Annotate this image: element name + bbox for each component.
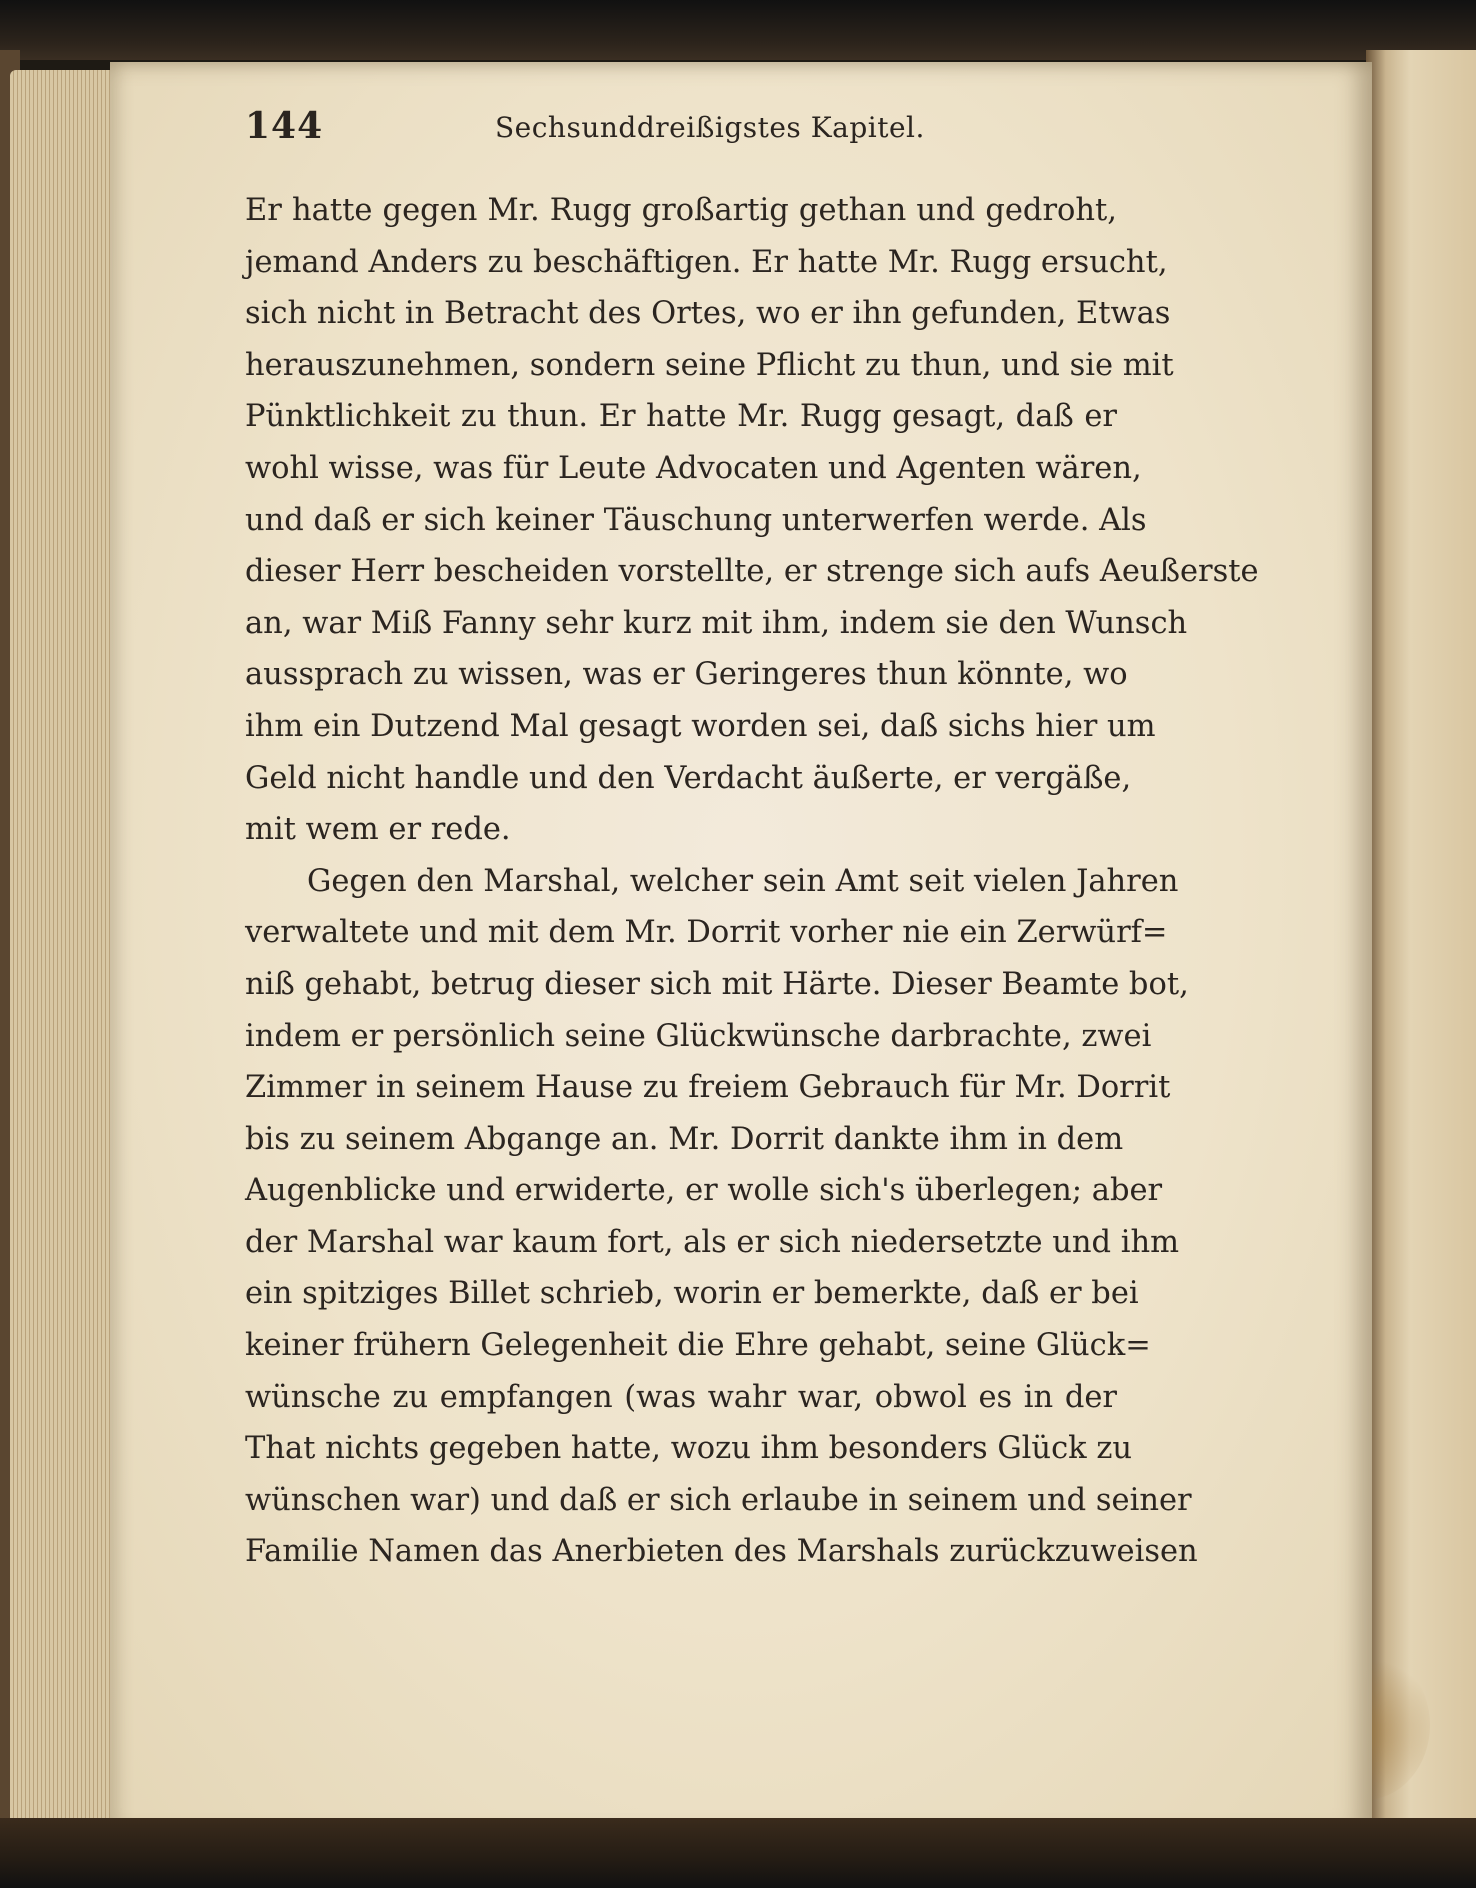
text-line: sich nicht in Betracht des Ortes, wo er ihn gefunden, Etwas: [245, 296, 1171, 332]
book-cover-bottom-edge: [0, 1818, 1476, 1888]
text-line: aussprach zu wissen, was er Geringeres thun könnte, wo: [245, 657, 1128, 693]
text-line: wünschen war) und daß er sich erlaube in seinem und seiner: [245, 1482, 1192, 1518]
paragraph: [245, 185, 1259, 856]
paragraph: [245, 856, 1198, 1578]
text-line: und daß er sich keiner Täuschung unterwerfen werde. Als: [245, 502, 1147, 538]
stacked-page-edges: [10, 70, 110, 1840]
text-line: jemand Anders zu beschäftigen. Er hatte Mr. Rugg ersucht,: [245, 244, 1168, 280]
text-line: bis zu seinem Abgange an. Mr. Dorrit dankte ihm in dem: [245, 1121, 1124, 1157]
running-head: Sechsunddreißigstes Kapitel.: [495, 111, 925, 144]
text-line: Augenblicke und erwiderte, er wolle sich's überlegen; aber: [245, 1173, 1163, 1209]
book-cover-top-edge: [0, 0, 1476, 60]
text-line: ein spitziges Billet schrieb, worin er bemerkte, daß er bei: [245, 1276, 1139, 1312]
text-line: wünsche zu empfangen (was wahr war, obwol es in der: [245, 1379, 1117, 1415]
text-line: ihm ein Dutzend Mal gesagt worden sei, daß sichs hier um: [245, 708, 1156, 744]
text-line: an, war Miß Fanny sehr kurz mit ihm, indem sie den Wunsch: [245, 605, 1188, 641]
text-line: verwaltete und mit dem Mr. Dorrit vorher nie ein Zerwürf=: [245, 915, 1168, 951]
text-line: dieser Herr bescheiden vorstellte, er strenge sich aufs Aeußerste: [245, 554, 1259, 590]
text-line: herauszunehmen, sondern seine Pflicht zu thun, und sie mit: [245, 347, 1174, 383]
page-number: 144: [245, 105, 324, 147]
text-line: keiner frühern Gelegenheit die Ehre gehabt, seine Glück=: [245, 1328, 1151, 1364]
book-binding-right: [1366, 50, 1476, 1840]
text-line: Zimmer in seinem Hause zu freiem Gebrauch für Mr. Dorrit: [245, 1070, 1171, 1106]
text-line: Er hatte gegen Mr. Rugg großartig gethan und gedroht,: [245, 193, 1117, 228]
text-line: der Marshal war kaum fort, als er sich niedersetzte und ihm: [245, 1224, 1180, 1260]
text-line: mit wem er rede.: [245, 812, 511, 848]
text-line: indem er persönlich seine Glückwünsche darbrachte, zwei: [245, 1018, 1152, 1054]
text-line: niß gehabt, betrug dieser sich mit Härte. Dieser Beamte bot,: [245, 966, 1189, 1002]
text-line: Geld nicht handle und den Verdacht äußerte, er vergäße,: [245, 760, 1132, 796]
text-line: Pünktlichkeit zu thun. Er hatte Mr. Rugg gesagt, daß er: [245, 399, 1117, 435]
page-header: [245, 105, 1105, 165]
body-text: [245, 185, 1259, 1578]
text-line: Familie Namen das Anerbieten des Marshals zurückzuweisen: [245, 1534, 1198, 1570]
text-line: wohl wisse, was für Leute Advocaten und Agenten wären,: [245, 450, 1142, 486]
text-line: That nichts gegeben hatte, wozu ihm besonders Glück zu: [245, 1431, 1133, 1467]
text-line: Gegen den Marshal, welcher sein Amt seit vielen Jahren: [307, 863, 1179, 899]
